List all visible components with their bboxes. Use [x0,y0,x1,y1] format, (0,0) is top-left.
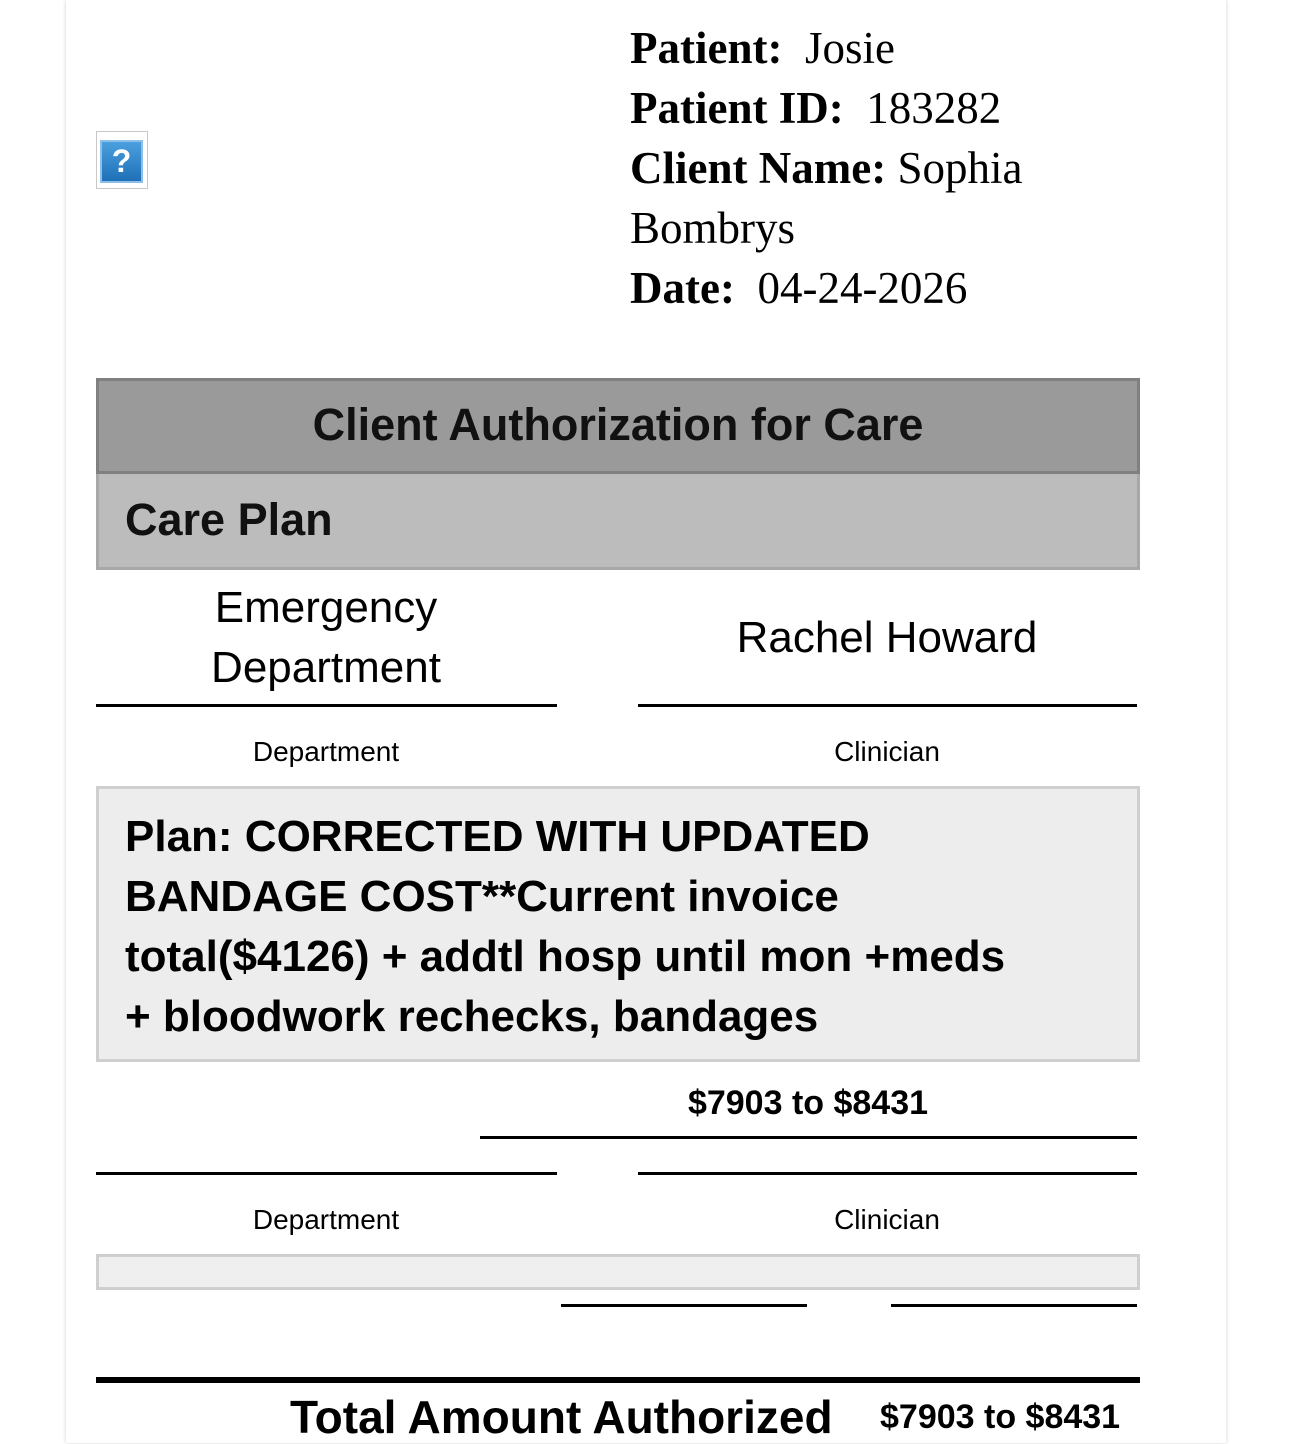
help-icon-glyph: ? [100,140,143,183]
clinician-value: Rachel Howard [736,613,1038,662]
patient-id-label: Patient ID: [630,83,844,133]
plan-line: BANDAGE COST**Current invoice [125,872,839,921]
department-value-line1: Emergency [214,583,438,632]
estimate-underline [480,1136,1137,1139]
department-underline [96,704,557,707]
clinician-caption: Clinician [834,736,940,767]
date-label: Date: [630,263,735,313]
clinician-caption-2: Clinician [834,1204,940,1235]
clinician-underline [638,704,1137,707]
patient-label: Patient: [630,23,783,73]
signature-line-right [891,1304,1137,1307]
plan-line: + bloodwork rechecks, bandages [125,992,819,1041]
empty-plan-box [96,1254,1140,1290]
section-title: Care Plan [96,474,1140,570]
patient-id-row [630,78,1100,138]
form-title: Client Authorization for Care [96,378,1140,474]
patient-id-value: 183282 [866,83,1002,133]
department-value-line2: Department [211,643,441,692]
plan-description [96,786,1140,1062]
client-name-first: Sophia [897,143,1023,193]
total-amount: $7903 to $8431 [880,1398,1121,1436]
estimate-amount: $7903 to $8431 [687,1084,929,1122]
patient-row [630,18,1100,78]
date-value: 04-24-2026 [757,263,968,313]
plan-line: total($4126) + addtl hosp until mon +meds [125,932,1006,981]
date-row [630,258,1100,318]
total-label: Total Amount Authorized [290,1391,833,1443]
question-mark-icon[interactable] [96,131,148,189]
department-caption: Department [252,736,400,767]
clinician-underline-2 [638,1172,1137,1175]
department-underline-2 [96,1172,557,1175]
department-caption-2: Department [252,1204,400,1235]
client-name-label: Client Name: [630,143,887,193]
department-value [96,578,556,698]
client-name-row-2 [630,198,1100,258]
patient-info-block [630,18,1100,318]
client-name-row [630,138,1100,198]
total-rule [96,1377,1140,1383]
client-name-last: Bombrys [630,203,796,253]
plan-line: Plan: CORRECTED WITH UPDATED [125,812,870,861]
signature-line-left [561,1304,807,1307]
patient-name: Josie [804,23,895,73]
